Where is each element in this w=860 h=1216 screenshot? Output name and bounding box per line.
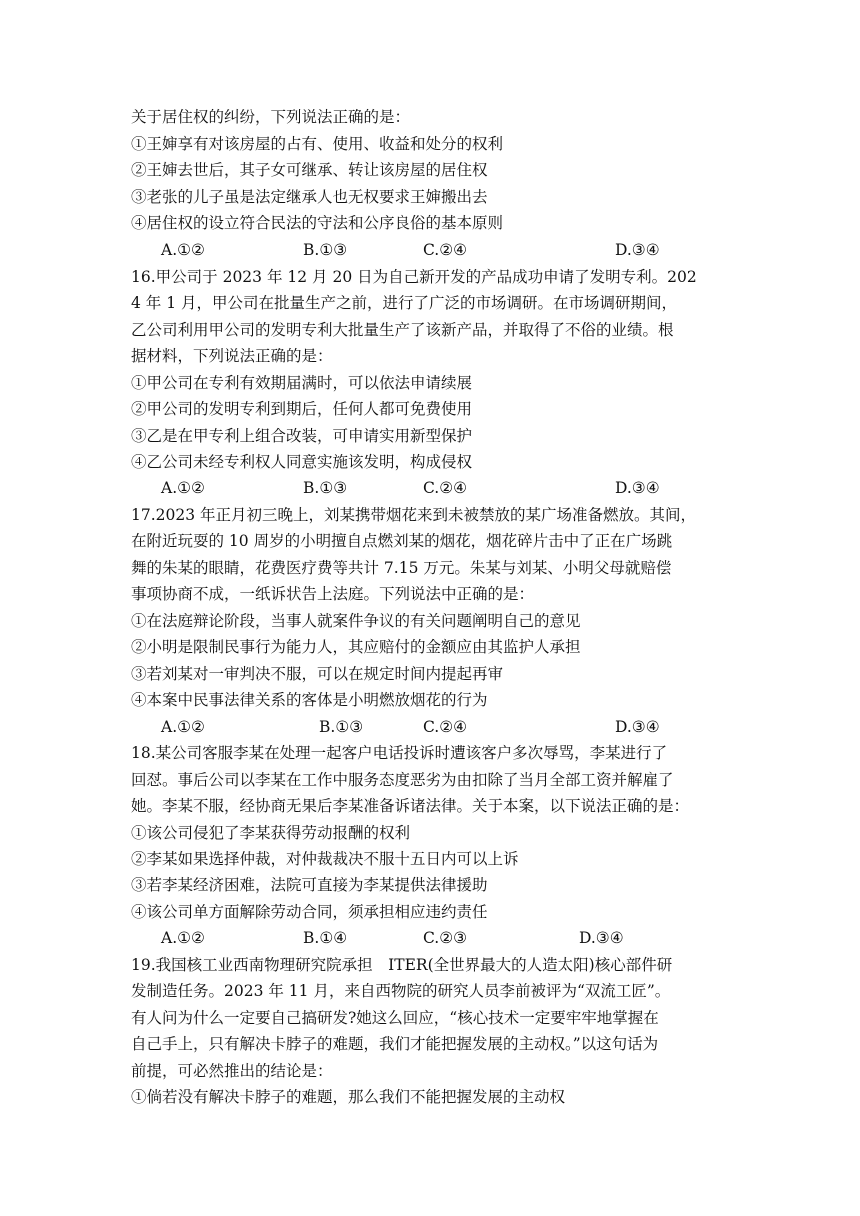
question-15-stem: 关于居住权的纠纷，下列说法正确的是：: [131, 108, 411, 126]
q16-line-4: 据材料，下列说法正确的是：: [131, 347, 333, 365]
q17-option-3: ③若刘某对一审判决不服，可以在规定时间内提起再审: [131, 665, 504, 683]
q16-line-2: 4 年 1 月，甲公司在批量生产之前，进行了广泛的市场调研。在市场调研期间，: [131, 294, 678, 312]
choice-d: D.③④: [579, 929, 624, 947]
q19-line-1: 19.我国核工业西南物理研究院承担 ITER(全世界最大的人造太阳)核心部件研: [131, 956, 673, 974]
q18-option-4: ④该公司单方面解除劳动合同，须承担相应违约责任: [131, 903, 488, 921]
q16-option-2: ②甲公司的发明专利到期后，任何人都可免费使用: [131, 400, 473, 418]
choice-a: A.①②: [161, 479, 205, 497]
q17-line-2: 在附近玩耍的 10 周岁的小明擅自点燃刘某的烟花，烟花碎片击中了正在广场跳: [131, 532, 673, 550]
choice-d: D.③④: [615, 479, 660, 497]
q16-line-3: 乙公司利用甲公司的发明专利大批量生产了该新产品，并取得了不俗的业绩。根: [131, 321, 674, 339]
q17-line-1: 17.2023 年正月初三晚上，刘某携带烟花来到未被禁放的某广场准备燃放。其间，: [131, 506, 697, 524]
choice-c: C.②④: [423, 718, 468, 736]
choice-c: C.②④: [423, 479, 468, 497]
q19-option-1: ①倘若没有解决卡脖子的难题，那么我们不能把握发展的主动权: [131, 1088, 566, 1106]
q17-option-2: ②小明是限制民事行为能力人，其应赔付的金额应由其监护人承担: [131, 638, 581, 656]
choice-b: B.①③: [303, 241, 348, 259]
choice-b: B.①③: [319, 718, 364, 736]
q15-option-1: ①王婶享有对该房屋的占有、使用、收益和处分的权利: [131, 135, 504, 153]
q16-choices: [131, 475, 731, 501]
q18-line-2: 回怼。事后公司以李某在工作中服务态度恶劣为由扣除了当月全部工资并解雇了: [131, 771, 674, 789]
choice-d: D.③④: [615, 241, 660, 259]
choice-a: A.①②: [161, 241, 205, 259]
choice-b: B.①④: [303, 929, 348, 947]
q19-line-4: 自己手上，只有解决卡脖子的难题，我们才能把握发展的主动权。”以这句话为: [131, 1035, 659, 1053]
q18-line-3: 她。李某不服，经协商无果后李某准备诉诸法律。关于本案，以下说法正确的是：: [131, 797, 690, 815]
choice-b: B.①③: [303, 479, 348, 497]
q17-choices: [131, 714, 731, 740]
q17-option-4: ④本案中民事法律关系的客体是小明燃放烟花的行为: [131, 691, 488, 709]
choice-c: C.②③: [423, 929, 468, 947]
q17-line-4: 事项协商不成，一纸诉状告上法庭。下列说法中正确的是：: [131, 585, 535, 603]
q17-option-1: ①在法庭辩论阶段，当事人就案件争议的有关问题阐明自己的意见: [131, 612, 581, 630]
choice-a: A.①②: [161, 718, 205, 736]
q16-option-3: ③乙是在甲专利上组合改装，可申请实用新型保护: [131, 427, 473, 445]
choice-c: C.②④: [423, 241, 468, 259]
q15-option-2: ②王婶去世后，其子女可继承、转让该房屋的居住权: [131, 161, 488, 179]
q19-line-2: 发制造任务。2023 年 11 月，来自西物院的研究人员李前被评为“双流工匠”。: [131, 982, 671, 1000]
q18-choices: [131, 925, 731, 951]
q15-choices: [131, 237, 731, 263]
q18-option-3: ③若李某经济困难，法院可直接为李某提供法律援助: [131, 876, 488, 894]
q19-line-5: 前提，可必然推出的结论是：: [131, 1062, 333, 1080]
q18-line-1: 18.某公司客服李某在处理一起客户电话投诉时遭该客户多次辱骂，李某进行了: [131, 744, 668, 762]
q15-option-3: ③老张的儿子虽是法定继承人也无权要求王婶搬出去: [131, 188, 488, 206]
q16-line-1: 16.甲公司于 2023 年 12 月 20 日为自己新开发的产品成功申请了发明专利。202: [131, 268, 697, 286]
q19-line-3: 有人问为什么一定要自己搞研发?她这么回应，“核心技术一定要牢牢地掌握在: [131, 1009, 659, 1027]
q15-option-4: ④居住权的设立符合民法的守法和公序良俗的基本原则: [131, 214, 504, 232]
q18-option-2: ②李某如果选择仲裁，对仲裁裁决不服十五日内可以上诉: [131, 850, 519, 868]
q17-line-3: 舞的朱某的眼睛，花费医疗费等共计 7.15 万元。朱某与刘某、小明父母就赔偿: [131, 559, 672, 577]
q16-option-4: ④乙公司未经专利权人同意实施该发明，构成侵权: [131, 453, 473, 471]
choice-a: A.①②: [161, 929, 205, 947]
choice-d: D.③④: [615, 718, 660, 736]
q16-option-1: ①甲公司在专利有效期届满时，可以依法申请续展: [131, 374, 473, 392]
q18-option-1: ①该公司侵犯了李某获得劳动报酬的权利: [131, 824, 411, 842]
